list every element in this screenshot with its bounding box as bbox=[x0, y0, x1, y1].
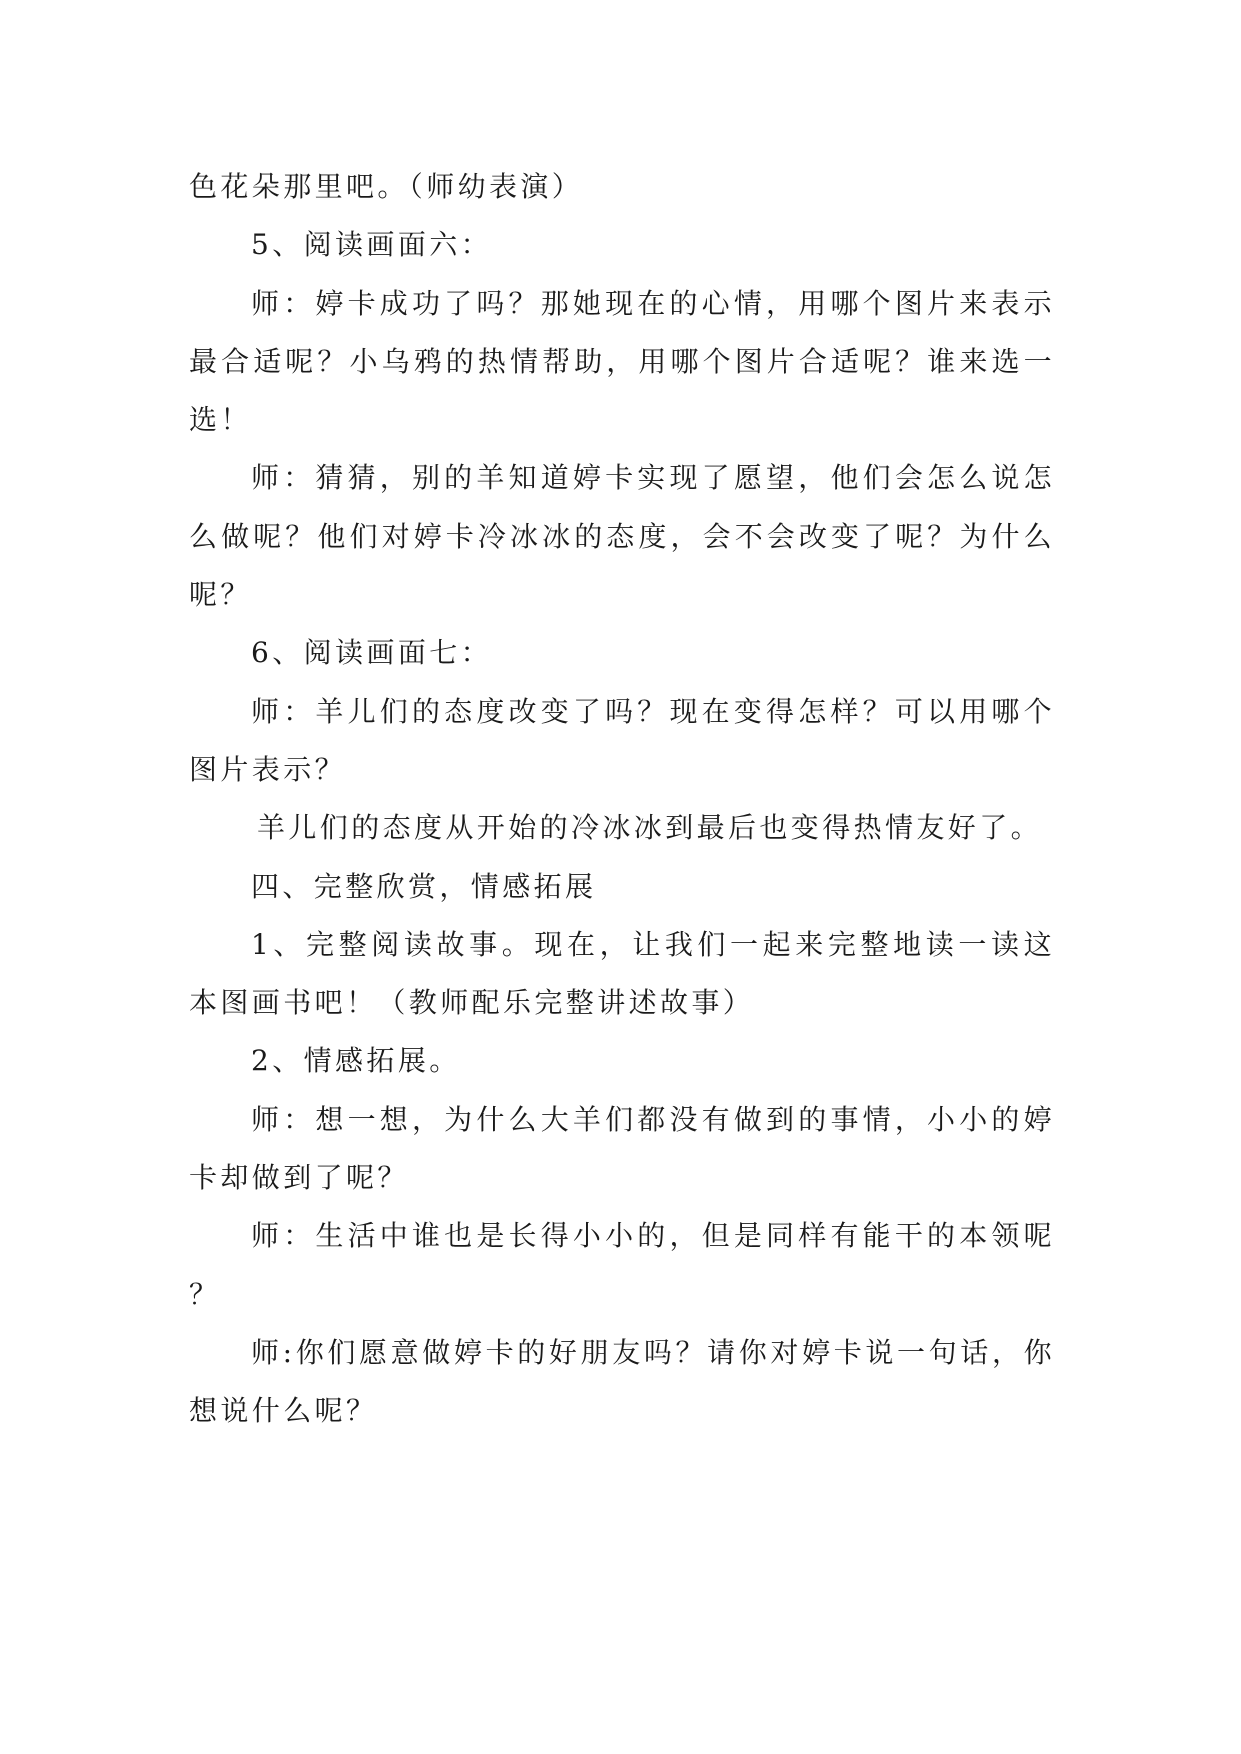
paragraph-teacher-question: 师：婷卡成功了吗？那她现在的心情，用哪个图片来表示最合适呢？小乌鸦的热情帮助，用哪个图片合适呢？谁来选一选！ bbox=[189, 286, 1055, 437]
section-heading-scene-six: 5、阅读画面六： bbox=[251, 228, 493, 262]
paragraph-summary: 羊儿们的态度从开始的冷冰冰到最后也变得热情友好了。 bbox=[257, 811, 1043, 845]
paragraph-teacher-question: 师：猜猜，别的羊知道婷卡实现了愿望，他们会怎么说怎么做呢？他们对婷卡冷冰冰的态度，会不会改变了呢？为什么呢？ bbox=[189, 461, 1055, 612]
paragraph-full-reading: 1、完整阅读故事。现在，让我们一起来完整地读一读这本图画书吧！（教师配乐完整讲述故事） bbox=[189, 927, 1055, 1020]
section-heading-scene-seven: 6、阅读画面七： bbox=[251, 636, 493, 670]
section-heading-emotion-extension: 2、情感拓展。 bbox=[251, 1044, 461, 1078]
document-page bbox=[189, 158, 1055, 1441]
paragraph-teacher-question: 师：羊儿们的态度改变了吗？现在变得怎样？可以用哪个图片表示？ bbox=[189, 694, 1055, 786]
paragraph-teacher-question: 师:你们愿意做婷卡的好朋友吗？请你对婷卡说一句话，你想说什么呢？ bbox=[189, 1335, 1055, 1428]
paragraph-teacher-question: 师：生活中谁也是长得小小的，但是同样有能干的本领呢？ bbox=[189, 1219, 1055, 1311]
paragraph-teacher-question: 师：想一想，为什么大羊们都没有做到的事情，小小的婷卡却做到了呢？ bbox=[189, 1102, 1055, 1195]
paragraph-continuation: 色花朵那里吧。（师幼表演） bbox=[189, 170, 584, 203]
section-heading-part-four: 四、完整欣赏，情感拓展 bbox=[251, 869, 597, 903]
